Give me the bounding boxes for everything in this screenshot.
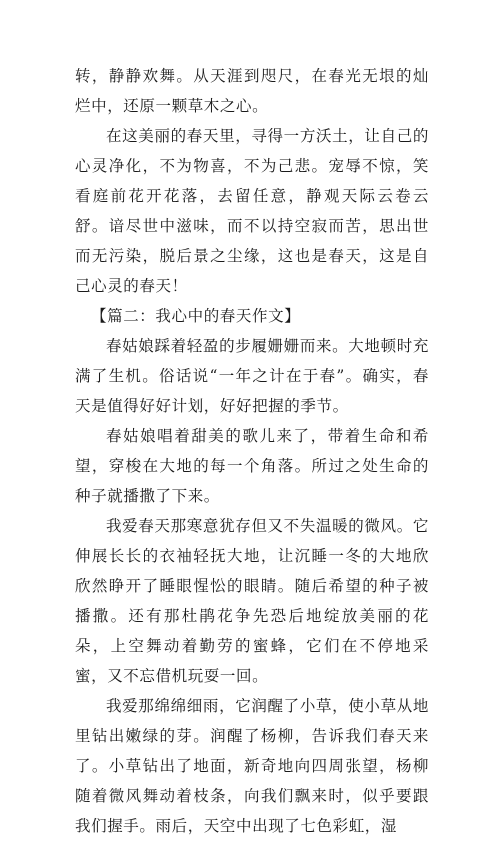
section-heading: 【篇二：我心中的春天作文】 — [91, 307, 301, 325]
paragraph-spring-girl-sings: 春姑娘唱着甜美的歌儿来了，带着生命和希望，穿梭在大地的每一个角落。所过之处生命的种子就播撒了下来。 — [75, 427, 429, 505]
paragraph-continuation: 转，静静欢舞。从天涯到咫尺，在春光无垠的灿烂中，还原一颗草木之心。 — [75, 67, 429, 115]
paragraph-spring-girl-arrives: 春姑娘踩着轻盈的步履姗姗而来。大地顿时充满了生机。俗话说“一年之计在于春”。确实，春天是值得好好计划，好好把握的季节。 — [75, 337, 429, 415]
document-page — [75, 61, 429, 841]
paragraph-spring-breeze: 我爱春天那寒意犹存但又不失温暖的微风。它伸展长长的衣袖轻抚大地，让沉睡一冬的大地欣欣然睁开了睡眼惺忪的眼睛。随后希望的种子被播撒。还有那杜鹃花争先恐后地绽放美丽的花朵，上空舞动着勤劳的蜜蜂，它们在不停地采蜜，又不忘借机玩耍一回。 — [75, 517, 429, 685]
paragraph-spring-rain: 我爱那绵绵细雨，它润醒了小草，使小草从地里钻出嫩绿的芽。润醒了杨柳，告诉我们春天来了。小草钻出了地面，新奇地向四周张望，杨柳随着微风舞动着枝条，向我们飘来时，似乎要跟我们握手。雨后，天空中出现了七色彩虹，湿 — [75, 697, 429, 835]
paragraph-spring-heart: 在这美丽的春天里，寻得一方沃土，让自己的心灵净化，不为物喜，不为己悲。宠辱不惊，笑看庭前花开花落，去留任意，静观天际云卷云舒。谙尽世中滋味，而不以持空寂而苦，思出世而无污染，脱后景之尘缘，这也是春天，这是自己心灵的春天！ — [75, 127, 429, 295]
